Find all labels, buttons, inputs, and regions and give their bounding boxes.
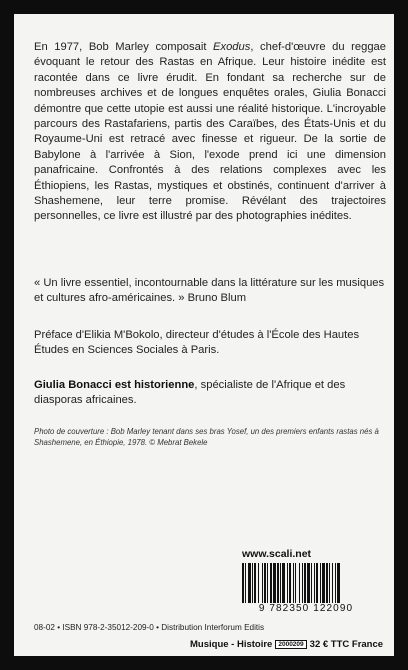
category-label: Musique - Histoire bbox=[190, 639, 273, 650]
isbn-distribution-line: 08-02 • ISBN 978-2-35012-209-0 • Distribution Interforum Editis bbox=[34, 623, 265, 632]
book-description: En 1977, Bob Marley composait Exodus, chef-d'œuvre du reggae évoquant le retour des Rastas en Afrique. Leur histoire inédite est racontée dans ce livre érudit. En fondant sa recherche sur de nombreuses archives et de longues enquêtes orales, Giulia Bonacci démontre que cette utopie est aussi une réalité historique. L'incroyable parcours des Rastafariens, partis des Caraïbes, des États-Unis et du Royaume-Uni est retracé avec finesse et rigueur. De la sortie de Babylone à l'arrivée à Sion, l'exode prend ici une dimension panafricaine. Confrontés à des relations complexes avec les Éthiopiens, les Rastas, mystiques et obstinés, continuent d'arriver à Shashemene, leur terre promise. Révélant des trajectoires personnelles, ce livre est illustré par des photographies inédites. bbox=[34, 41, 387, 223]
barcode-bar bbox=[337, 563, 340, 603]
isbn-barcode bbox=[242, 563, 370, 603]
book-back-cover bbox=[14, 14, 394, 656]
price-code-box: 2000209 bbox=[275, 640, 306, 649]
review-quote: « Un livre essentiel, incontournable dans la littérature sur les musiques et cultures afro-américaines. » Bruno Blum bbox=[34, 277, 385, 305]
album-title: Exodus bbox=[213, 41, 251, 53]
barcode-digits: 9 782350 122090 bbox=[258, 603, 354, 614]
author-bio: Giulia Bonacci est historienne, spécialiste de l'Afrique et des diasporas africaines. bbox=[34, 379, 346, 407]
preface-note: Préface d'Elikia M'Bokolo, directeur d'études à l'École des Hautes Études en Sciences Sociales à Paris. bbox=[34, 329, 360, 357]
author-name: Giulia Bonacci est historienne bbox=[34, 379, 195, 391]
publisher-website[interactable]: www.scali.net bbox=[242, 548, 312, 560]
category-price-line bbox=[190, 639, 383, 650]
price-label: 32 € TTC France bbox=[309, 639, 384, 650]
photo-credit: Photo de couverture : Bob Marley tenant dans ses bras Yosef, un des premiers enfants rastas nés à Shashemene, en Éthiopie, 1978. © Mebrat Bekele bbox=[34, 427, 379, 447]
